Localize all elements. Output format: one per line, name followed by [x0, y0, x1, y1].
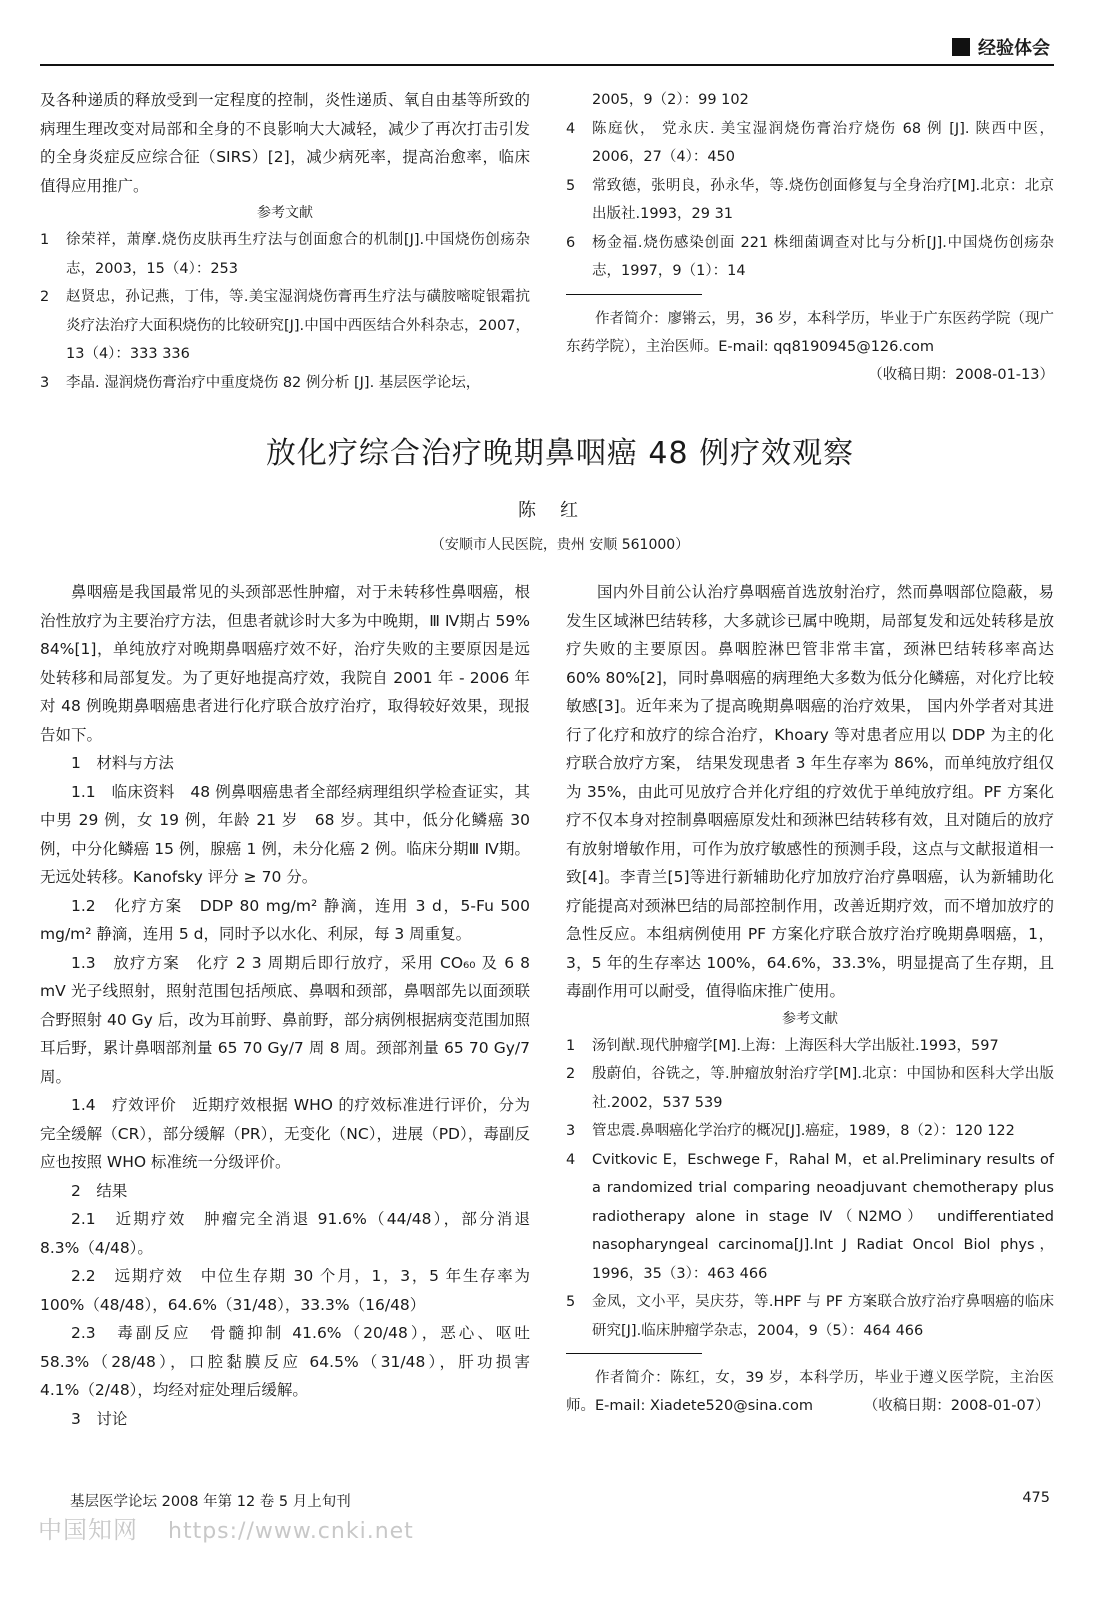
section-label: 经验体会: [978, 38, 1050, 59]
section-tag: [952, 34, 1050, 60]
author-bio: 作者简介：陈红，女，39 岁，本科学历，毕业于遵义医学院，主治医师。E-mail: Xiadete520@sina.com （收稿日期：2008-01-07）: [566, 1370, 1054, 1414]
reference-item: 4 Cvitkovic E，Eschwege F，Rahal M，et al.Preliminary results of a randomized trial comparing neoadjuvant chemotherapy plus radiotherapy alone in stage Ⅳ（N2MO） undifferentiated nasopharyngeal carcinoma[J].Int J Radiat Oncol Biol phys，1996，35（3）：463 466: [566, 1151, 1054, 1282]
reference-item: 1 汤钊猷.现代肿瘤学[M].上海：上海医科大学出版社.1993，597: [566, 1037, 999, 1054]
reference-item: 5 常致德，张明良，孙永华，等.烧伤创面修复与全身治疗[M].北京：北京出版社.1993，29 31: [566, 177, 1054, 222]
page-footer: [70, 1490, 1050, 1511]
prev-article-left: [40, 86, 530, 397]
article-title: 放化疗综合治疗晚期鼻咽癌 48 例疗效观察: [265, 436, 855, 471]
reference-item: 5 金凤，文小平，吴庆芬，等.HPF 与 PF 方案联合放疗治疗鼻咽癌的临床研究[J].临床肿瘤学杂志，2004，9（5）：464 466: [566, 1294, 1054, 1339]
intro-paragraph: 鼻咽癌是我国最常见的头颈部恶性肿瘤，对于未转移性鼻咽癌，根治性放疗为主要治疗方法，但患者就诊时大多为中晚期，Ⅲ Ⅳ期占 59% 84%[1]，单纯放疗对晚期鼻咽癌疗效不好，治疗失败的主要原因是远处转移和局部复发。为了更好地提高疗效，我院自 2001 年 - 2006 年对 48 例晚期鼻咽癌患者进行化疗联合放疗治疗，取得较好效果，现报告如下。: [40, 583, 530, 744]
reference-item: 3 李晶. 湿润烧伤膏治疗中重度烧伤 82 例分析 [J]. 基层医学论坛，: [40, 374, 481, 391]
header-rule: [40, 64, 1054, 66]
references-title: 参考文献: [782, 1010, 838, 1027]
journal-info: 基层医学论坛 2008 年第 12 卷 5 月上旬刊: [70, 1494, 351, 1510]
reference-item: 4 陈庭伙， 党永庆. 美宝湿润烧伤膏治疗烧伤 68 例 [J]. 陕西中医，2006，27（4）：450: [566, 120, 1054, 165]
author-bio: 作者简介：廖锵云，男，36 岁，本科学历，毕业于广东医药学院（现广东药学院），主治医师。E-mail: qq8190945@126.com: [566, 310, 1054, 355]
received-date: （收稿日期：2008-01-13）: [868, 366, 1054, 383]
reference-list: [566, 86, 1054, 286]
prev-article-conclusion: 及各种递质的释放受到一定程度的控制，炎性递质、氧自由基等所致的病理生理改变对局部和全身的不良影响大大减轻，减少了再次打击引发的全身炎症反应综合征（SIRS）[2]，减少病死率，提高治愈率，临床值得应用推广。: [40, 91, 530, 195]
subsection-2-3: 2.3 毒副反应 骨髓抑制 41.6%（20/48），恶心、呕吐 58.3%（28/48），口腔黏膜反应 64.5%（31/48），肝功损害 4.1%（2/48），均经对症处理后缓解。: [40, 1324, 530, 1399]
subsection-1-3: 1.3 放疗方案 化疗 2 3 周期后即行放疗，采用 CO₆₀ 及 6 8 mV 光子线照射，照射范围包括颅底、鼻咽和颈部，鼻咽部先以面颈联合野照射 40 Gy 后，改为耳前野、鼻前野，部分病例根据病变范围加照耳后野，累计鼻咽部剂量 65 70 Gy/7 周 8 周。颈部剂量 65 70 Gy/7 周。: [40, 953, 530, 1086]
footnote-rule: [566, 1353, 702, 1354]
reference-list: [566, 1032, 1054, 1346]
reference-item: 2 赵贤忠，孙记燕，丁伟，等.美宝湿润烧伤膏再生疗法与磺胺嘧啶银霜抗炎疗法治疗大面积烧伤的比较研究[J].中国中西医结合外科杂志，2007，13（4）：333 336: [40, 289, 530, 362]
section-heading: 1 材料与方法: [71, 754, 174, 772]
reference-list: [40, 226, 530, 397]
section-heading: 3 讨论: [71, 1409, 128, 1428]
reference-item: 2 殷蔚伯，谷铣之，等.肿瘤放射治疗学[M].北京：中国协和医科大学出版社.2002，537 539: [566, 1066, 1054, 1111]
reference-item: 2005，9（2）：99 102: [592, 92, 749, 108]
article-author: 陈红: [518, 500, 602, 521]
subsection-2-1: 2.1 近期疗效 肿瘤完全消退 91.6%（44/48），部分消退 8.3%（4/48）。: [40, 1210, 530, 1257]
watermark: [38, 1510, 414, 1545]
square-icon: [952, 38, 970, 56]
subsection-2-2: 2.2 远期疗效 中位生存期 30 个月，1，3，5 年生存率为 100%（48/48），64.6%（31/48），33.3%（16/48）: [40, 1267, 530, 1314]
subsection-1-1: 1.1 临床资料 48 例鼻咽癌患者全部经病理组织学检查证实，其中男 29 例，女 19 例，年龄 21 岁 68 岁。其中，低分化鳞癌 30 例，中分化鳞癌 15 例，腺癌 1 例，未分化癌 2 例。临床分期Ⅲ Ⅳ期。无远处转移。Kanofsky 评分 ≥ 70 分。: [40, 782, 530, 886]
subsection-1-2: 1.2 化疗方案 DDP 80 mg/m² 静滴，连用 3 d，5-Fu 500 mg/m² 静滴，连用 5 d，同时予以水化、利尿，每 3 周重复。: [40, 896, 530, 943]
reference-item: 1 徐荣祥，萧摩.烧伤皮肤再生疗法与创面愈合的机制[J].中国烧伤创疡杂志，2003，15（4）：253: [40, 232, 530, 277]
subsection-1-4: 1.4 疗效评价 近期疗效根据 WHO 的疗效标准进行评价，分为完全缓解（CR），部分缓解（PR），无变化（NC），进展（PD），毒副反应也按照 WHO 标准统一分级评价。: [40, 1096, 530, 1171]
discussion-paragraph: 国内外目前公认治疗鼻咽癌首选放射治疗，然而鼻咽部位隐蔽，易发生区域淋巴结转移，大多就诊已属中晚期，局部复发和远处转移是放疗失败的主要原因。鼻咽腔淋巴管非常丰富，颈淋巴结转移率高达 60% 80%[2]，同时鼻咽癌的病理绝大多数为低分化鳞癌，对化疗比较敏感[3]。近年来为了提高晚期鼻咽癌的治疗效果， 国内外学者对其进行了化疗和放疗的综合治疗，Khoary 等对患者应用以 DDP 为主的化疗联合放疗方案， 结果发现患者 3 年生存率为 86%，而单纯放疗组仅为 35%，由此可见放疗合并化疗组的疗效优于单纯放疗组。PF 方案化疗不仅本身对控制鼻咽癌原发灶和颈淋巴结转移有效，且对随后的放疗有放射增敏作用，可作为放疗敏感性的预测手段，这点与文献报道相一致[4]。李青兰[5]等进行新辅助化疗加放疗治疗鼻咽癌，认为新辅助化疗能提高对颈淋巴结的局部控制作用，改善近期疗效，而不增加放疗的急性反应。本组病例使用 PF 方案化疗联合放疗治疗晚期鼻咽癌，1，3，5 年的生存率达 100%，64.6%，33.3%，明显提高了生存期，且毒副作用可以耐受，值得临床推广使用。: [566, 583, 1054, 1000]
watermark-logo: 中国知网: [38, 1516, 138, 1544]
footnote-rule: [566, 294, 702, 295]
body-right-column: [566, 578, 1054, 1420]
body-left-column: [40, 578, 530, 1433]
article-affiliation: （安顺市人民医院，贵州 安顺 561000）: [430, 537, 690, 553]
watermark-url: https://www.cnki.net: [168, 1519, 414, 1544]
section-heading: 2 结果: [71, 1181, 128, 1200]
prev-article-right: [566, 86, 1054, 389]
page-number: 475: [1022, 1490, 1050, 1506]
reference-item: 3 管忠震.鼻咽癌化学治疗的概况[J].癌症，1989，8（2）：120 122: [566, 1123, 1015, 1139]
reference-item: 6 杨金福.烧伤感染创面 221 株细菌调查对比与分析[J].中国烧伤创疡杂志，1997，9（1）：14: [566, 234, 1054, 279]
references-title: 参考文献: [257, 205, 313, 221]
